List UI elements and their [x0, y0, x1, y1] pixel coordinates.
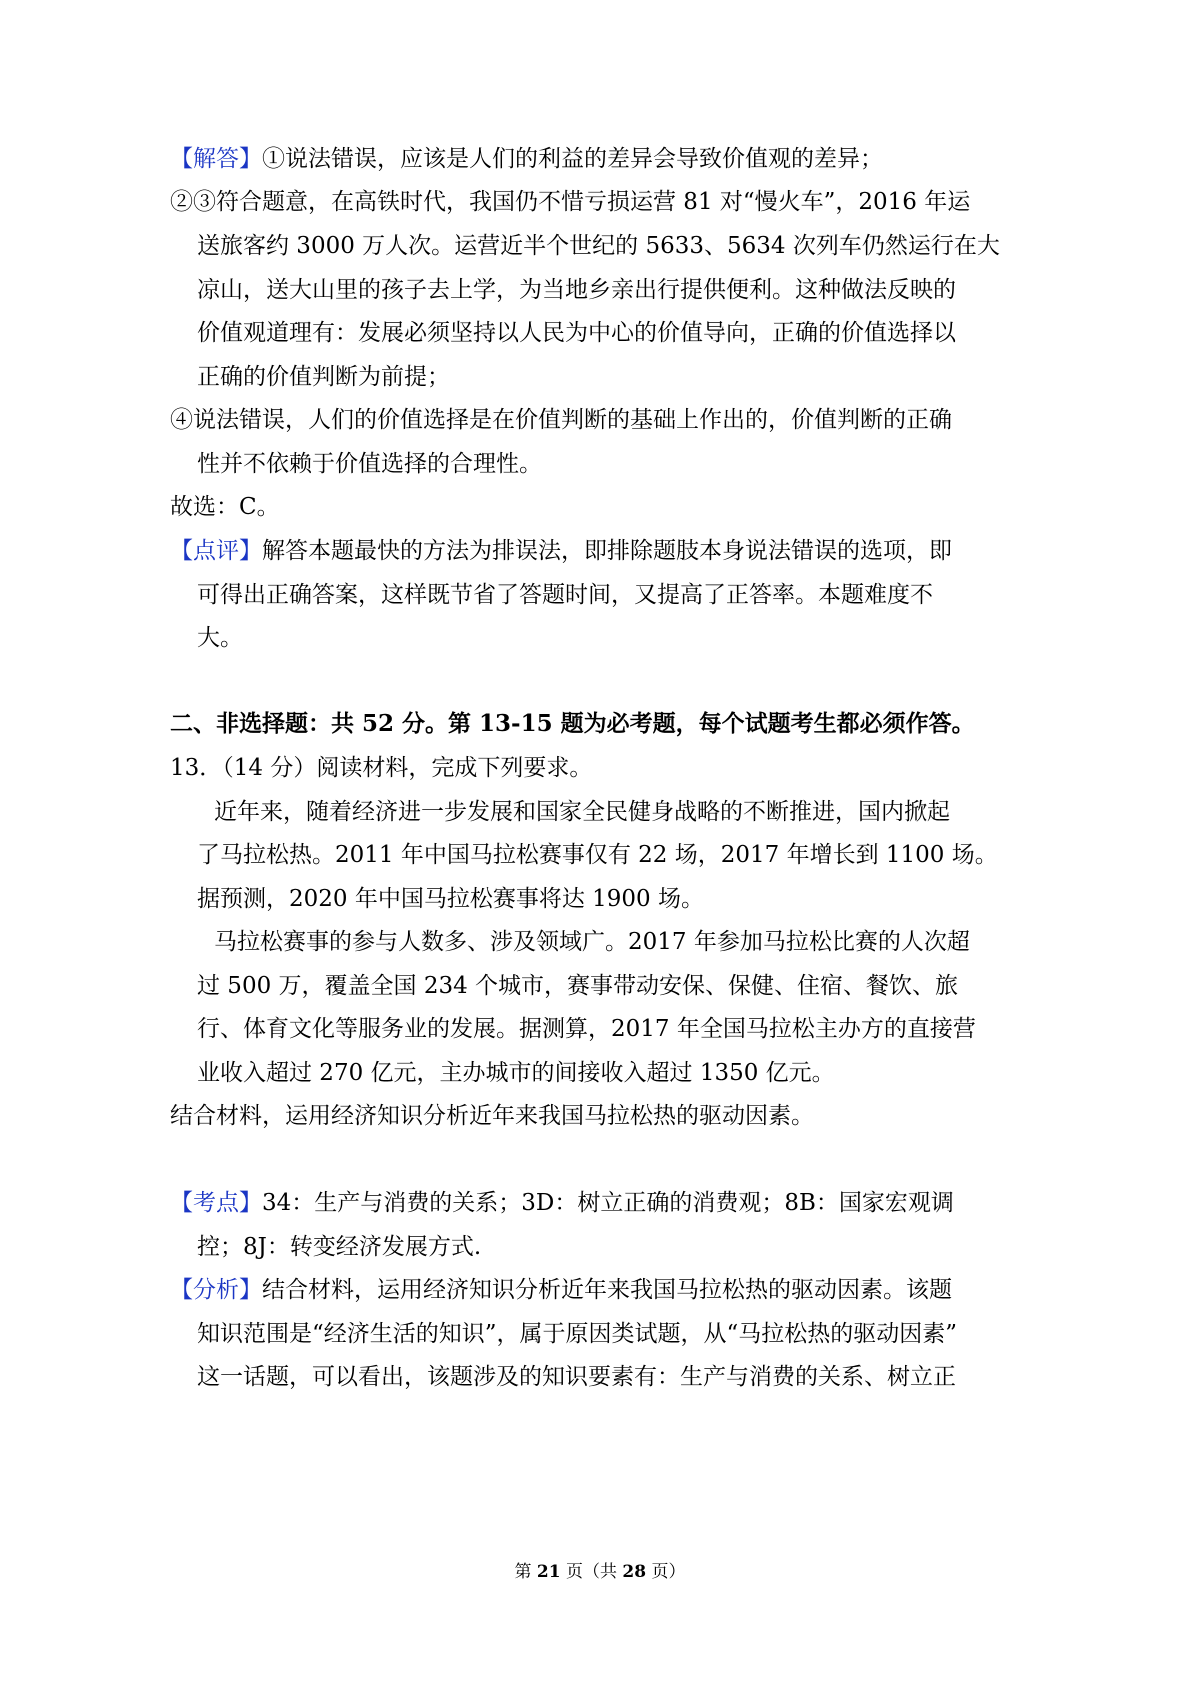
comment-tag: 【点评】: [170, 538, 262, 564]
answer-p23-line: 正确的价值判断为前提；: [197, 364, 450, 390]
question-prompt: 结合材料，运用经济知识分析近年来我国马拉松热的驱动因素。: [170, 1103, 814, 1129]
comment-text: 解答本题最快的方法为排误法，即排除题肢本身说法错误的选项，即: [262, 538, 952, 564]
section-heading: 二、非选择题：共 52 分。第 13-15 题为必考题，每个试题考生都必须作答。: [170, 710, 975, 737]
answer-p23-line: 价值观道理有：发展必须坚持以人民为中心的价值导向，正确的价值选择以: [197, 320, 956, 346]
material-line: 行、体育文化等服务业的发展。据测算，2017 年全国马拉松主办方的直接营: [197, 1016, 976, 1042]
material-line: 了马拉松热。2011 年中国马拉松赛事仅有 22 场，2017 年增长到 1100 场。: [197, 842, 998, 868]
material-line: 过 500 万，覆盖全国 234 个城市，赛事带动安保、保健、住宿、餐饮、旅: [197, 973, 959, 999]
analysis-tag: 【分析】: [170, 1277, 262, 1303]
material-line: 据预测，2020 年中国马拉松赛事将达 1900 场。: [197, 886, 704, 912]
comment-line: 大。: [197, 625, 243, 651]
answer-p4-line: ④说法错误，人们的价值选择是在价值判断的基础上作出的，价值判断的正确: [170, 407, 952, 433]
footer-middle: 页（共: [566, 1562, 617, 1582]
points-line-2: 控；8J：转变经济发展方式.: [197, 1234, 482, 1260]
comment-line: 可得出正确答案，这样既节省了答题时间，又提高了正答率。本题难度不: [197, 582, 933, 608]
answer-p4-line: 性并不依赖于价值选择的合理性。: [197, 451, 542, 477]
footer-suffix: 页）: [651, 1562, 686, 1582]
points-line-1: [170, 1187, 954, 1219]
answer-choice: 故选：C。: [170, 494, 280, 520]
comment-line-1: [170, 535, 952, 567]
material-line: 近年来，随着经济进一步发展和国家全民健身战略的不断推进，国内掀起: [214, 799, 950, 825]
analysis-line-1: [170, 1274, 952, 1306]
answer-tag: 【解答】: [170, 146, 262, 172]
analysis-line: 这一话题，可以看出，该题涉及的知识要素有：生产与消费的关系、树立正: [197, 1364, 956, 1390]
points-text: 34：生产与消费的关系；3D：树立正确的消费观；8B：国家宏观调: [262, 1190, 954, 1216]
question-stem: 13．（14 分）阅读材料，完成下列要求。: [170, 755, 593, 781]
footer-total-pages: 28: [622, 1562, 647, 1582]
answer-p23-line: ②③符合题意，在高铁时代，我国仍不惜亏损运营 81 对“慢火车”，2016 年运: [170, 189, 971, 215]
footer-page-number: 21: [536, 1562, 561, 1582]
analysis-line: 知识范围是“经济生活的知识”，属于原因类试题，从“马拉松热的驱动因素”: [197, 1321, 958, 1347]
footer-prefix: 第: [514, 1562, 532, 1582]
analysis-text: 结合材料，运用经济知识分析近年来我国马拉松热的驱动因素。该题: [262, 1277, 952, 1303]
answer-p23-line: 凉山，送大山里的孩子去上学，为当地乡亲出行提供便利。这种做法反映的: [197, 277, 956, 303]
material-line: 马拉松赛事的参与人数多、涉及领域广。2017 年参加马拉松比赛的人次超: [214, 929, 970, 955]
answer-line-1: [170, 143, 883, 175]
page-footer: [0, 1560, 1200, 1584]
material-line: 业收入超过 270 亿元，主办城市的间接收入超过 1350 亿元。: [197, 1060, 835, 1086]
answer-text: ①说法错误，应该是人们的利益的差异会导致价值观的差异；: [262, 146, 883, 172]
answer-p23-line: 送旅客约 3000 万人次。运营近半个世纪的 5633、5634 次列车仍然运行在大: [197, 233, 1000, 259]
points-tag: 【考点】: [170, 1190, 262, 1216]
